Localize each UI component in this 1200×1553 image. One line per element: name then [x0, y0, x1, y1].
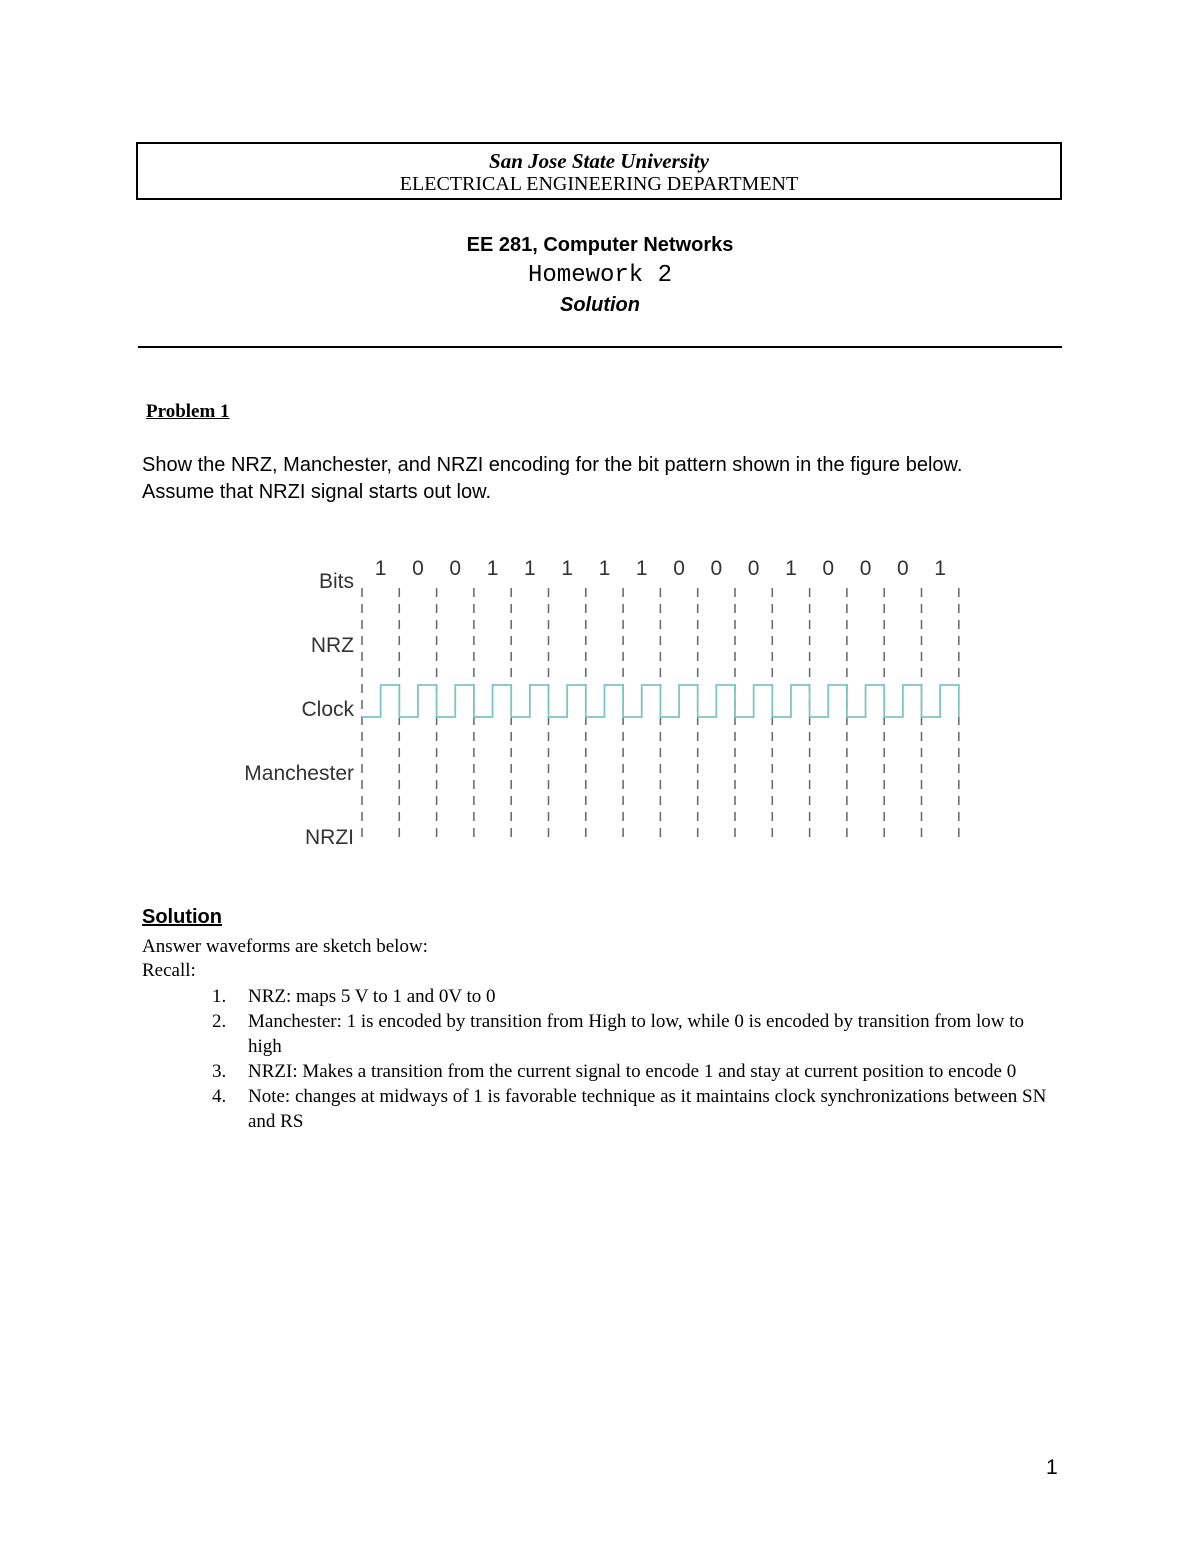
solution-heading: Solution — [142, 906, 222, 928]
homework-title: Homework 2 — [527, 262, 673, 289]
university-name: San Jose State University — [489, 149, 709, 173]
bit-label: 0 — [449, 557, 462, 580]
row-label: NRZI — [305, 826, 354, 849]
bit-label: 1 — [598, 557, 611, 580]
problem-line-1: Show the NRZ, Manchester, and NRZI encoding for the bit pattern shown in the figure below. — [142, 454, 963, 476]
bit-label: 0 — [710, 557, 723, 580]
horizontal-rule — [138, 346, 1062, 348]
list-item: 1. NRZ: maps 5 V to 1 and 0V to 0 — [212, 986, 496, 1007]
department-name: ELECTRICAL ENGINEERING DEPARTMENT — [399, 173, 799, 195]
recall-text: Recall: — [142, 960, 196, 981]
list-item: 4. Note: changes at midways of 1 is favorable technique as it maintains clock synchronizations between SN and RS — [212, 1086, 1047, 1132]
bit-label: 1 — [524, 557, 536, 580]
clock-waveform — [362, 685, 959, 717]
solution-subtitle: Solution — [560, 294, 640, 316]
bit-label: 0 — [859, 557, 872, 580]
answer-text: Answer waveforms are sketch below: — [142, 936, 428, 957]
bit-label: 0 — [897, 557, 909, 580]
recall-list — [206, 984, 1056, 1134]
problem-statement — [142, 452, 1062, 506]
encoding-figure — [200, 548, 1000, 868]
row-label: Manchester — [244, 762, 354, 785]
bit-label: 1 — [374, 557, 387, 580]
list-item: 2. Manchester: 1 is encoded by transition from High to low, while 0 is encoded by transition from low to high — [212, 1011, 1025, 1057]
bit-label: 1 — [635, 557, 648, 580]
header-box — [136, 142, 1062, 200]
row-label: Bits — [318, 570, 354, 593]
bit-label: 1 — [561, 557, 573, 580]
row-label: NRZ — [310, 634, 354, 657]
bit-label: 1 — [486, 557, 499, 580]
list-item: 3. NRZI: Makes a transition from the current signal to encode 1 and stay at current position to encode 0 — [212, 1061, 1017, 1082]
bit-label: 1 — [785, 557, 797, 580]
row-label: Clock — [301, 698, 354, 721]
bit-label: 1 — [934, 557, 946, 580]
page-number: 1 — [1046, 1456, 1058, 1479]
bit-label: 0 — [412, 557, 424, 580]
bit-label: 0 — [747, 557, 760, 580]
bit-label: 0 — [673, 557, 685, 580]
bit-label: 0 — [822, 557, 835, 580]
course-title: EE 281, Computer Networks — [466, 234, 734, 256]
problem-heading: Problem 1 — [146, 401, 230, 422]
problem-line-2: Assume that NRZI signal starts out low. — [142, 481, 492, 503]
